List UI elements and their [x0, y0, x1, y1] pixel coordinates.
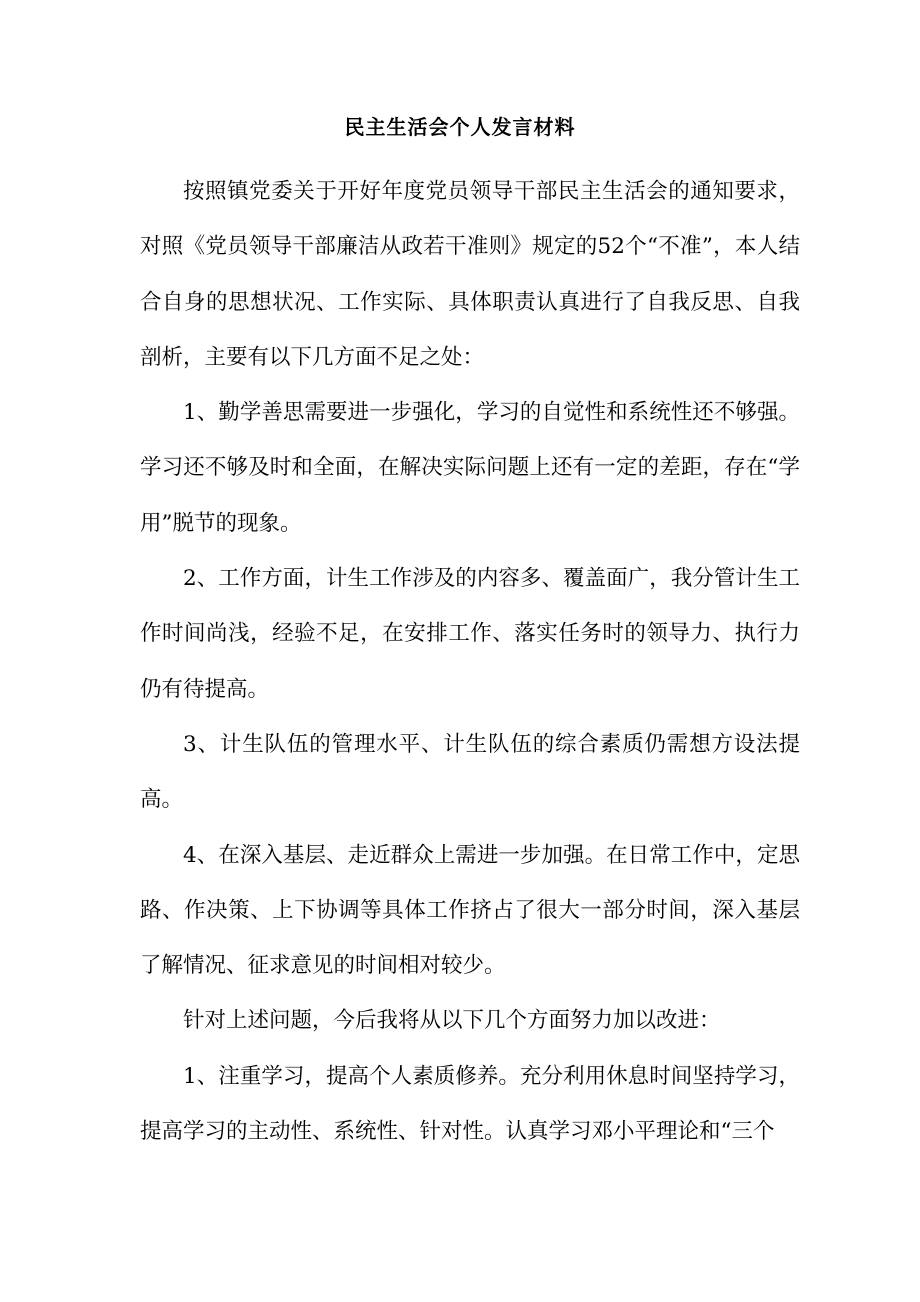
paragraph-issue-3: 3、计生队伍的管理水平、计生队伍的综合素质仍需想方设法提高。 [140, 731, 800, 813]
paragraph-issue-4: 4、在深入基层、走近群众上需进一步加强。在日常工作中，定思路、作决策、上下协调等具体工作挤占了很大一部分时间，深入基层了解情况、征求意见的时间相对较少。 [140, 842, 800, 979]
paragraph-issue-1: 1、勤学善思需要进一步强化，学习的自觉性和系统性还不够强。学习还不够及时和全面，在解决实际问题上还有一定的差距，存在“学用”脱节的现象。 [140, 400, 800, 536]
paragraph-intro: 按照镇党委关于开好年度党员领导干部民主生活会的通知要求，对照《党员领导干部廉洁从政若干准则》规定的52个“不准”，本人结合自身的思想状况、工作实际、具体职责认真进行了自我反思、自我剖析，主要有以下几方面不足之处： [140, 179, 800, 370]
paragraph-improvement-1: 1、注重学习，提高个人素质修养。充分利用休息时间坚持学习，提高学习的主动性、系统性、针对性。认真学习邓小平理论和“三个 [140, 1063, 800, 1145]
page-title: 民主生活会个人发言材料 [344, 115, 576, 139]
paragraph-improvement-intro: 针对上述问题，今后我将从以下几个方面努力加以改进： [183, 1008, 721, 1034]
document-body [140, 164, 800, 1159]
paragraph-issue-2: 2、工作方面，计生工作涉及的内容多、覆盖面广，我分管计生工作时间尚浅，经验不足，在安排工作、落实任务时的领导力、执行力仍有待提高。 [140, 566, 800, 702]
